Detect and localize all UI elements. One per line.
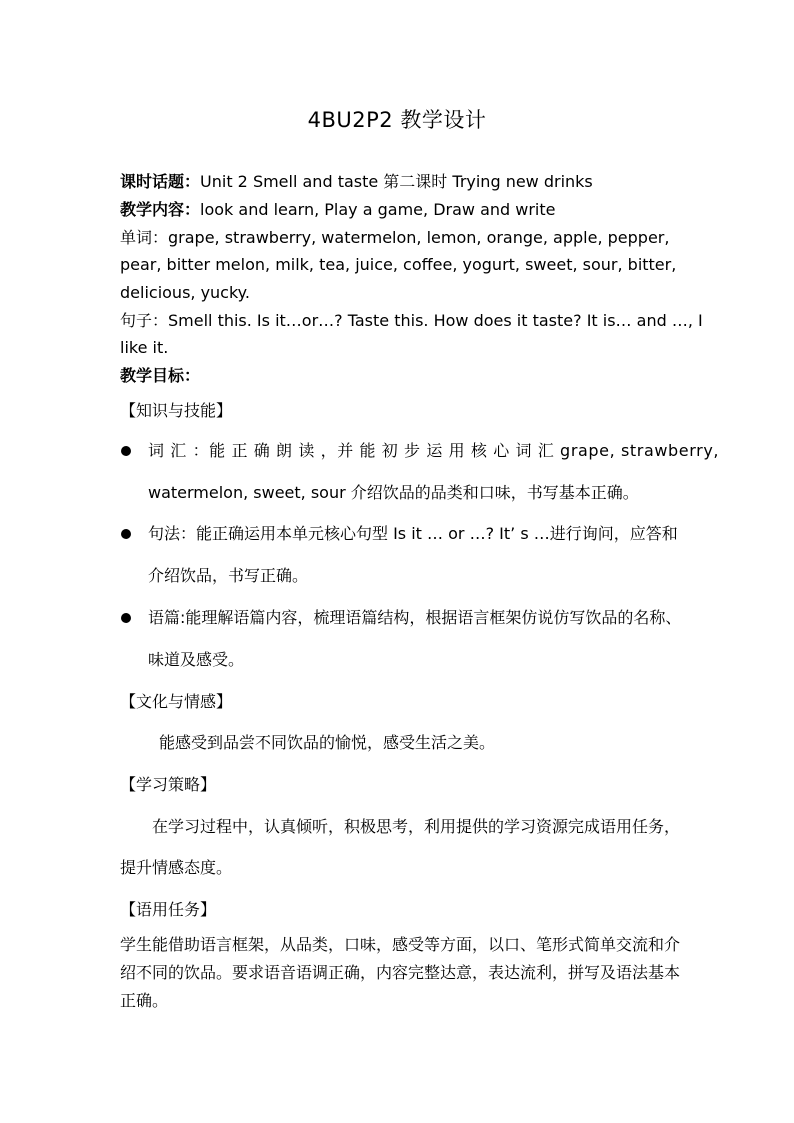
bullet-icon [121, 446, 131, 456]
words-line-3: delicious, yucky. [120, 283, 250, 302]
bullet-icon [121, 529, 131, 539]
knowledge-item-3-line-1: 语篇:能理解语篇内容，梳理语篇结构，根据语言框架仿说仿写饮品的名称、 [148, 608, 682, 627]
task-line-3: 正确。 [120, 991, 169, 1010]
topic-label: 课时话题： [120, 172, 201, 191]
content-label: 教学内容： [120, 200, 201, 219]
knowledge-item-3-line-2: 味道及感受。 [148, 650, 245, 669]
words-line-1: 单词：grape, strawberry, watermelon, lemon, orange, apple, pepper, [120, 228, 670, 247]
strategy-line-1: 在学习过程中，认真倾听，积极思考，利用提供的学习资源完成语用任务， [152, 817, 681, 836]
words-line-2: pear, bitter melon, milk, tea, juice, coffee, yogurt, sweet, sour, bitter, [120, 255, 677, 274]
strategy-heading: 【学习策略】 [120, 775, 217, 794]
page-title: 4BU2P2 教学设计 [307, 108, 487, 132]
topic-line [120, 168, 680, 195]
goals-label-line [120, 362, 680, 389]
knowledge-item-2-line-1: 句法：能正确运用本单元核心句型 Is it … or …? It’ s …进行询问，应答和 [148, 524, 678, 543]
knowledge-item-2-line-2: 介绍饮品，书写正确。 [148, 566, 309, 585]
goals-label: 教学目标： [120, 366, 201, 385]
task-heading: 【语用任务】 [120, 900, 217, 919]
strategy-line-2: 提升情感态度。 [120, 858, 233, 877]
task-line-1: 学生能借助语言框架，从品类，口味，感受等方面，以口、笔形式简单交流和介 [120, 935, 681, 954]
task-line-2: 绍不同的饮品。要求语音语调正确，内容完整达意，表达流利，拼写及语法基本 [120, 963, 681, 982]
knowledge-item-1-line-1: 词 汇 ：能 正 确 朗 读 ，并 能 初 步 运 用 核 心 词 汇 grape, strawberry, [148, 441, 720, 460]
culture-text: 能感受到品尝不同饮品的愉悦，感受生活之美。 [159, 733, 496, 752]
sentences-line-1: 句子：Smell this. Is it…or…? Taste this. How does it taste? It is… and …, I [120, 311, 703, 330]
sentences-line-2: like it. [120, 338, 169, 357]
knowledge-heading: 【知识与技能】 [120, 401, 233, 420]
topic-value: Unit 2 Smell and taste 第二课时 Trying new drinks [200, 172, 593, 191]
knowledge-item-1-line-2: watermelon, sweet, sour 介绍饮品的品类和口味，书写基本正确。 [148, 483, 639, 502]
content-line [120, 196, 680, 223]
culture-heading: 【文化与情感】 [120, 692, 233, 711]
bullet-icon [121, 613, 131, 623]
content-value: look and learn, Play a game, Draw and write [200, 200, 556, 219]
